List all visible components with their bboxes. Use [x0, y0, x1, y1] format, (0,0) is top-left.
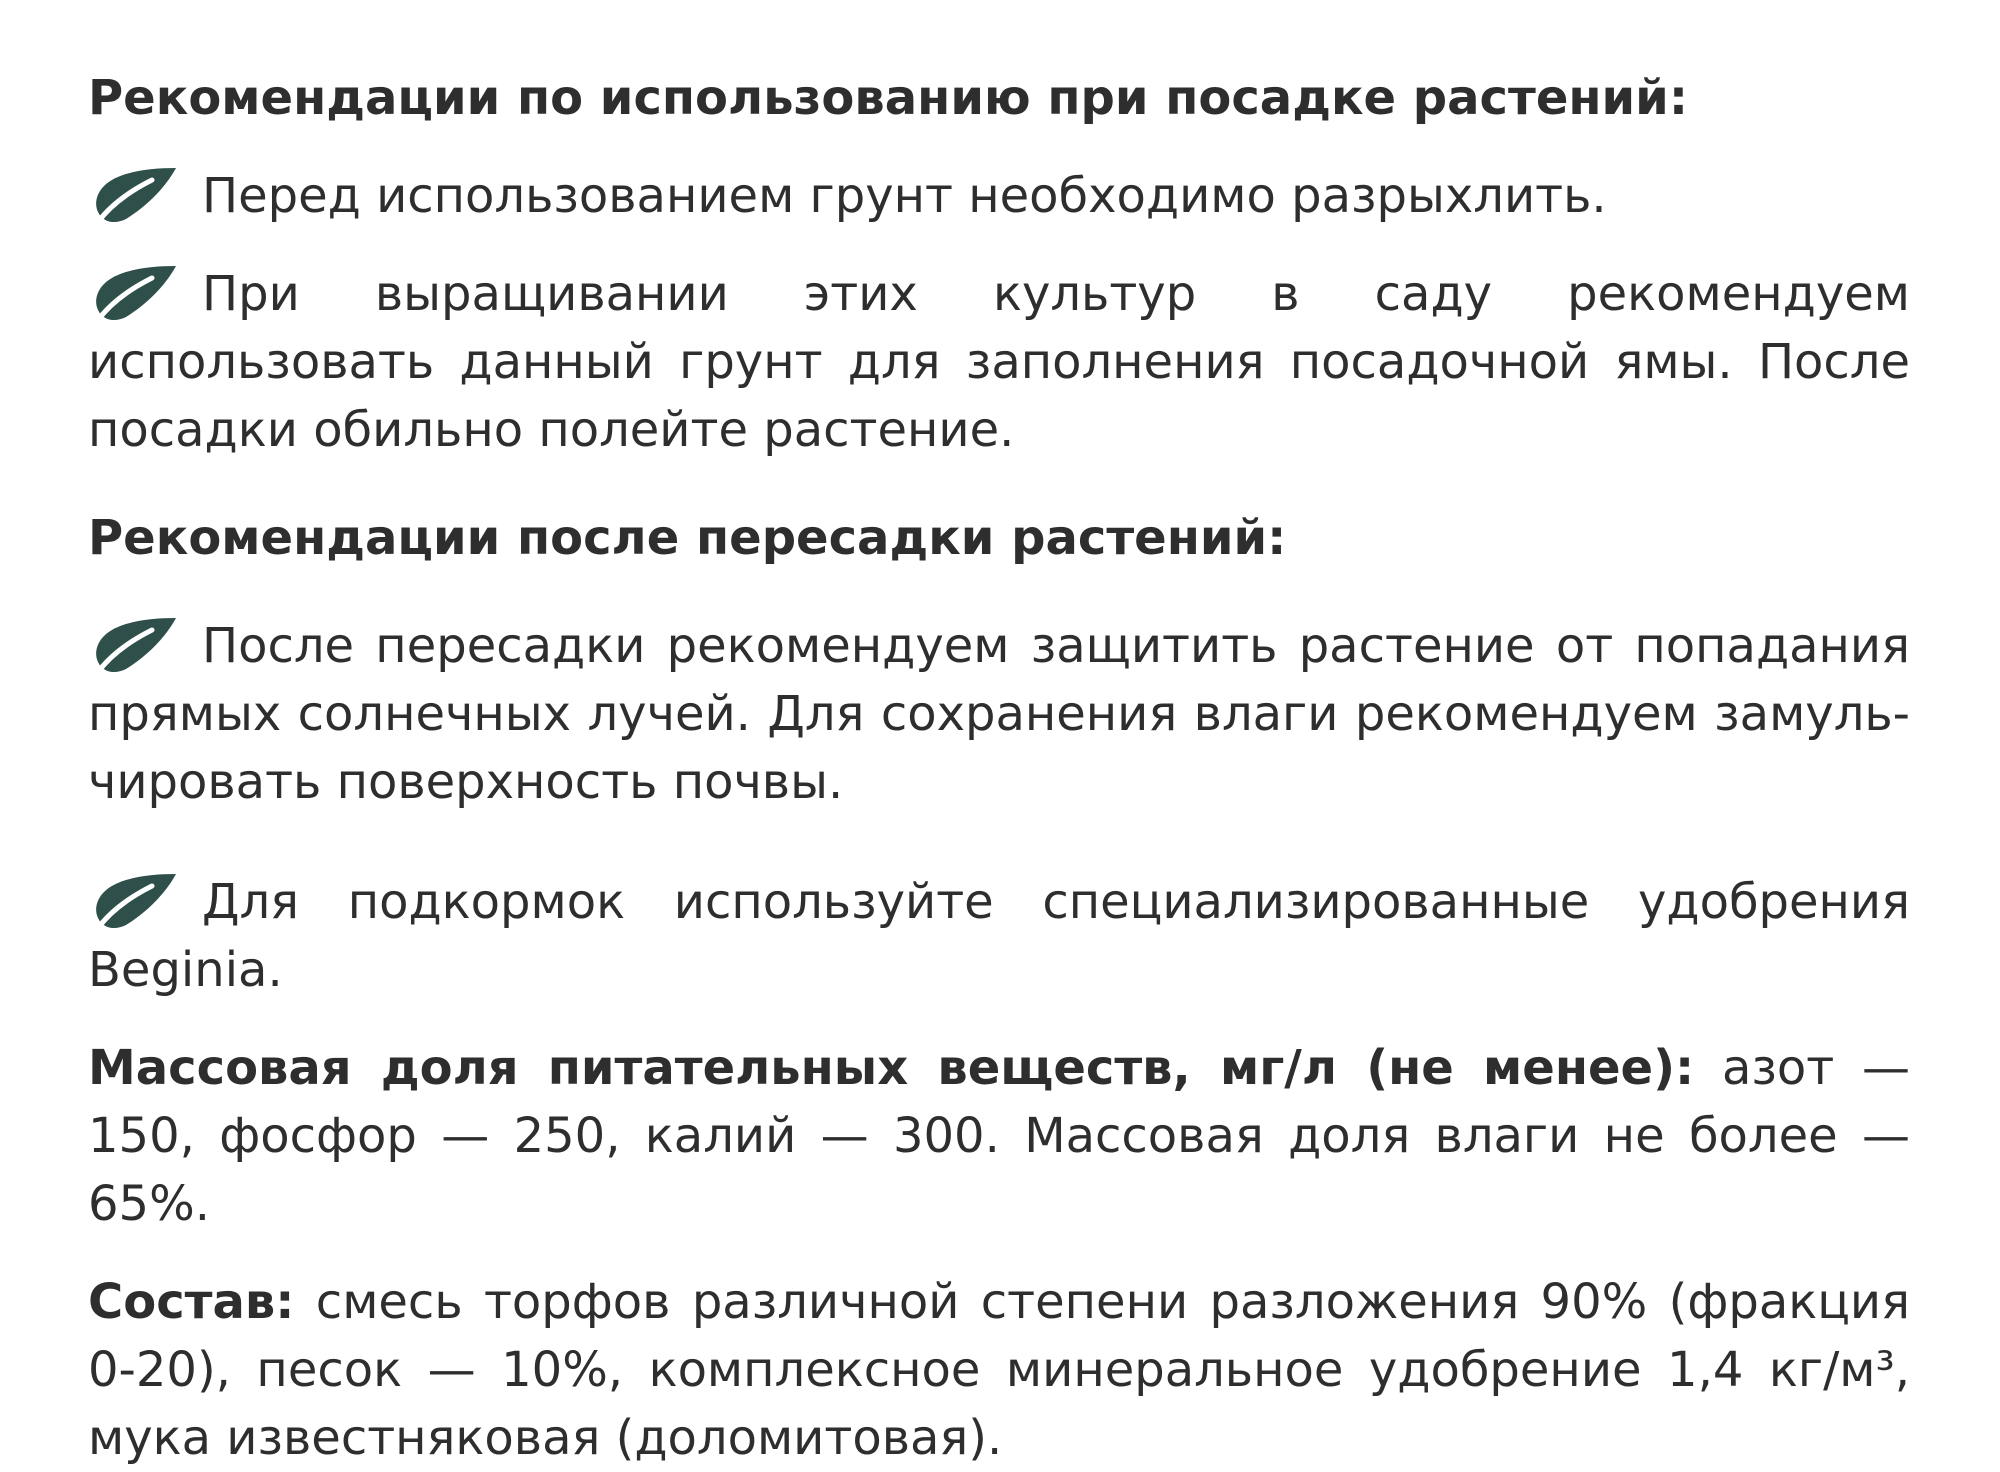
leaf-icon [88, 262, 180, 322]
list-item [88, 612, 1910, 816]
list-item-text: Для подкормок используйте специализированные удобрения Beginia. [88, 874, 1910, 998]
planting-heading: Рекомендации по использованию при посадке растений: [88, 70, 1689, 126]
nutrients-paragraph [88, 1034, 1910, 1238]
list-item-text: При выращивании этих культур в саду рекомендуем использовать данный грунт для заполнения посадочной ямы. После посадки обильно полейте растение. [88, 266, 1910, 458]
composition-text: смесь торфов различной степени разложения 90% (фракция 0-20), песок — 10%, комплексное минеральное удобрение 1,4 кг/м³, мука известняковая (доломитовая). [88, 1274, 1910, 1466]
transplant-heading: Рекомендации после пересадки растений: [88, 510, 1287, 566]
leaf-icon [88, 614, 180, 674]
list-item [88, 868, 1910, 1004]
recommendations-document [88, 64, 1910, 1472]
nutrients-label: Массовая доля питательных веществ, мг/л (не менее): [88, 1040, 1695, 1096]
list-item [88, 162, 1910, 230]
list-item [88, 260, 1910, 464]
leaf-icon [88, 164, 180, 224]
list-item-text: Перед использованием грунт необходимо разрыхлить. [202, 168, 1607, 224]
list-item-text: После пересадки рекомендуем защитить растение от попадания прямых солнечных лучей. Для сохранения влаги рекомендуем замульчировать поверхность почвы. [88, 618, 1910, 810]
composition-label: Состав: [88, 1274, 295, 1330]
nutrients-text: азот — 150, фосфор — 250, калий — 300. Массовая доля влаги не более — 65%. [88, 1040, 1911, 1232]
leaf-icon [88, 870, 180, 930]
composition-paragraph [88, 1268, 1910, 1472]
